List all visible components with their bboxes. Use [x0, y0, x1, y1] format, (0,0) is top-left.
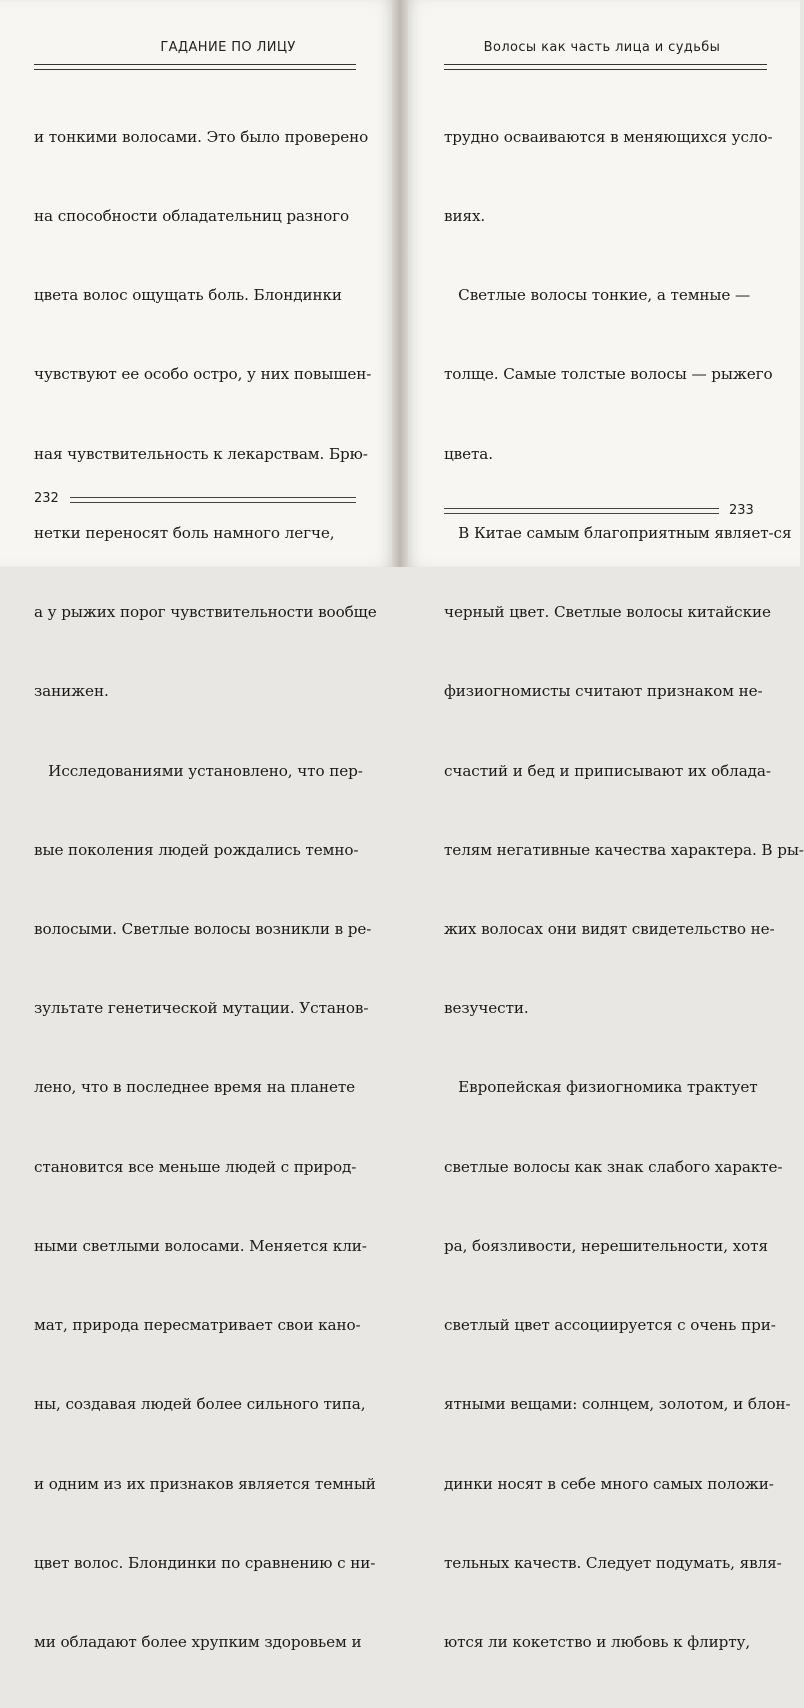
text-line: чувствуют ее особо остро, у них повышен-: [34, 365, 372, 384]
text-line: Светлые волосы тонкие, а темные —: [444, 286, 751, 305]
running-head: Волосы как часть лица и судьбы: [483, 40, 721, 55]
page-number: 233: [729, 503, 754, 518]
text-line: ными светлыми волосами. Меняется кли-: [34, 1236, 367, 1255]
text-line: вые поколения людей рождались темно-: [34, 840, 359, 859]
text-line: ми обладают более хрупким здоровьем и: [34, 1632, 362, 1651]
text-line: ются ли кокетство и любовь к флирту,: [444, 1632, 751, 1651]
text-line: черный цвет. Светлые волосы китайские: [444, 603, 771, 622]
text-line: цвета волос ощущать боль. Блондинки: [34, 286, 342, 305]
text-line: ная чувствительность к лекарствам. Брю-: [34, 444, 368, 463]
text-line: счастий и бед и приписывают их облада-: [444, 761, 771, 780]
right-page: [402, 0, 804, 1651]
text-line: жих волосах они видят свидетельство не-: [444, 920, 775, 938]
book-gutter: [392, 0, 408, 567]
text-line: ра, боязливости, нерешительности, хотя: [444, 1236, 768, 1255]
body-text: [444, 71, 804, 1708]
text-line: Европейская физиогномика трактует: [444, 1078, 758, 1097]
text-line: волосыми. Светлые волосы возникли в ре-: [34, 920, 372, 938]
text-line: везучести.: [444, 999, 529, 1018]
text-line: светлые волосы как знак слабого характе-: [444, 1157, 783, 1176]
text-line: толще. Самые толстые волосы — рыжего: [444, 365, 773, 384]
text-line: тельных качеств. Следует подумать, явля-: [444, 1553, 782, 1572]
header-rule: [34, 64, 356, 70]
text-line: и одним из их признаков является темный: [34, 1474, 376, 1493]
header-rule: [444, 64, 767, 70]
text-line: трудно осваиваются в меняющихся усло-: [444, 127, 773, 146]
text-line: светлый цвет ассоциируется с очень при-: [444, 1316, 776, 1335]
text-line: телям негативные качества характера. В ры-: [444, 840, 804, 859]
text-line: а у рыжих порог чувствительности вообще: [34, 603, 377, 622]
text-line: ны, создавая людей более сильного типа,: [34, 1395, 366, 1414]
text-line: становится все меньше людей с природ-: [34, 1157, 357, 1176]
text-line: физиогномисты считают признаком не-: [444, 682, 763, 701]
text-line: виях.: [444, 207, 486, 226]
running-head: ГАДАНИЕ ПО ЛИЦУ: [160, 40, 296, 55]
text-line: мат, природа пересматривает свои кано-: [34, 1316, 361, 1335]
text-line: В Китае самым благоприятным являет-ся: [444, 523, 792, 542]
footer-rule: [444, 508, 719, 514]
body-text: [34, 71, 377, 1708]
footer-rule: [70, 497, 356, 503]
text-line: на способности обладательниц разного: [34, 207, 350, 226]
text-line: цвета.: [444, 444, 493, 463]
page-number: 232: [34, 491, 59, 506]
text-line: ятными вещами: солнцем, золотом, и блон-: [444, 1395, 791, 1414]
text-line: Исследованиями установлено, что пер-: [34, 761, 363, 780]
text-line: зультате генетической мутации. Установ-: [34, 999, 369, 1018]
text-line: нетки переносят боль намного легче,: [34, 523, 335, 542]
text-line: цвет волос. Блондинки по сравнению с ни-: [34, 1553, 376, 1572]
text-line: занижен.: [34, 682, 109, 701]
text-line: динки носят в себе много самых положи-: [444, 1474, 774, 1493]
text-line: и тонкими волосами. Это было проверено: [34, 127, 369, 146]
text-line: лено, что в последнее время на планете: [34, 1078, 356, 1097]
left-page: [0, 0, 398, 1651]
